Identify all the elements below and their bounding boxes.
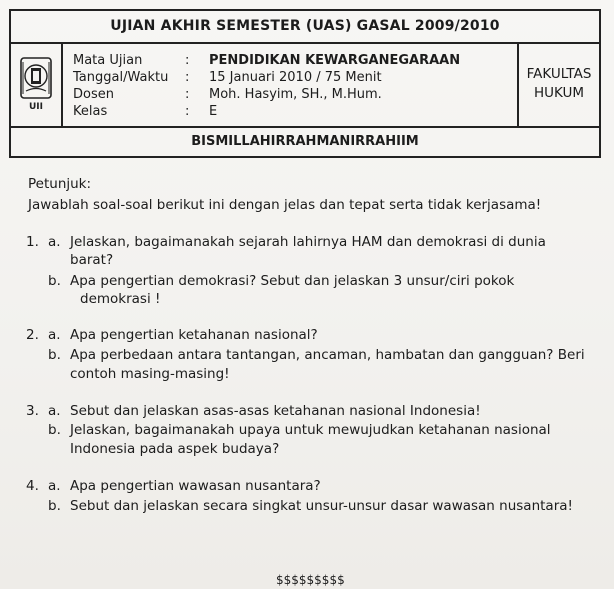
logo-cell	[11, 42, 63, 126]
field-colon: :	[185, 70, 190, 85]
question-letter: b.	[48, 347, 61, 363]
field-value: E	[209, 104, 218, 119]
instructions-text: Jawablah soal-soal berikut ini dengan jelas dan tepat serta tidak kerjasama!	[28, 197, 542, 213]
question-text: Sebut dan jelaskan asas-asas ketahanan nasional Indonesia!	[70, 403, 481, 419]
instructions-label: Petunjuk:	[28, 176, 92, 192]
question-text: Apa pengertian ketahanan nasional?	[70, 327, 318, 343]
question-letter: a.	[48, 403, 61, 419]
question-number: 2.	[26, 327, 39, 343]
field-colon: :	[185, 104, 190, 119]
question-text: Apa pengertian demokrasi? Sebut dan jelaskan 3 unsur/ciri pokok	[70, 273, 515, 289]
question-number: 1.	[26, 234, 39, 250]
question-letter: b.	[48, 498, 61, 514]
exam-info	[63, 42, 523, 126]
footer-mark: $$$$$$$$$	[276, 573, 345, 587]
faculty-line-1: FAKULTAS	[526, 66, 592, 82]
field-value: PENDIDIKAN KEWARGANEGARAAN	[209, 53, 461, 68]
question-letter: a.	[48, 327, 61, 343]
question-letter: a.	[48, 234, 61, 250]
question-text: Sebut dan jelaskan secara singkat unsur-unsur dasar wawasan nusantara!	[70, 498, 573, 514]
question-text: Indonesia pada aspek budaya?	[70, 441, 280, 457]
question-text: Jelaskan, bagaimanakah sejarah lahirnya HAM dan demokrasi di dunia	[70, 234, 546, 250]
header-info-row	[11, 42, 599, 126]
question-letter: a.	[48, 478, 61, 494]
question-text: Apa pengertian wawasan nusantara?	[70, 478, 321, 494]
question-letter: b.	[48, 422, 61, 438]
question-text: barat?	[70, 252, 114, 268]
university-logo-icon	[17, 56, 55, 112]
exam-title: UJIAN AKHIR SEMESTER (UAS) GASAL 2009/2010	[11, 11, 599, 44]
field-colon: :	[185, 87, 190, 102]
field-value: Moh. Hasyim, SH., M.Hum.	[209, 87, 382, 102]
question-text: Jelaskan, bagaimanakah upaya untuk mewujudkan ketahanan nasional	[70, 422, 551, 438]
field-value: 15 Januari 2010 / 75 Menit	[209, 70, 382, 85]
question-letter: b.	[48, 273, 61, 289]
field-label: Tanggal/Waktu	[73, 70, 169, 85]
faculty-line-2: HUKUM	[533, 85, 585, 101]
question-text: Apa perbedaan antara tantangan, ancaman, hambatan dan gangguan? Beri	[70, 347, 585, 363]
field-label: Dosen	[73, 87, 114, 102]
field-label: Mata Ujian	[73, 53, 143, 68]
question-text: contoh masing-masing!	[70, 366, 230, 382]
logo-text: UII	[28, 102, 44, 112]
field-colon: :	[185, 53, 190, 68]
bismillah-heading: BISMILLAHIRRAHMANIRRAHIIM	[11, 126, 599, 158]
faculty-cell	[517, 42, 599, 126]
question-number: 3.	[26, 403, 39, 419]
exam-header	[9, 9, 601, 158]
field-label: Kelas	[73, 104, 108, 119]
question-text: demokrasi !	[80, 291, 161, 307]
question-number: 4.	[26, 478, 39, 494]
